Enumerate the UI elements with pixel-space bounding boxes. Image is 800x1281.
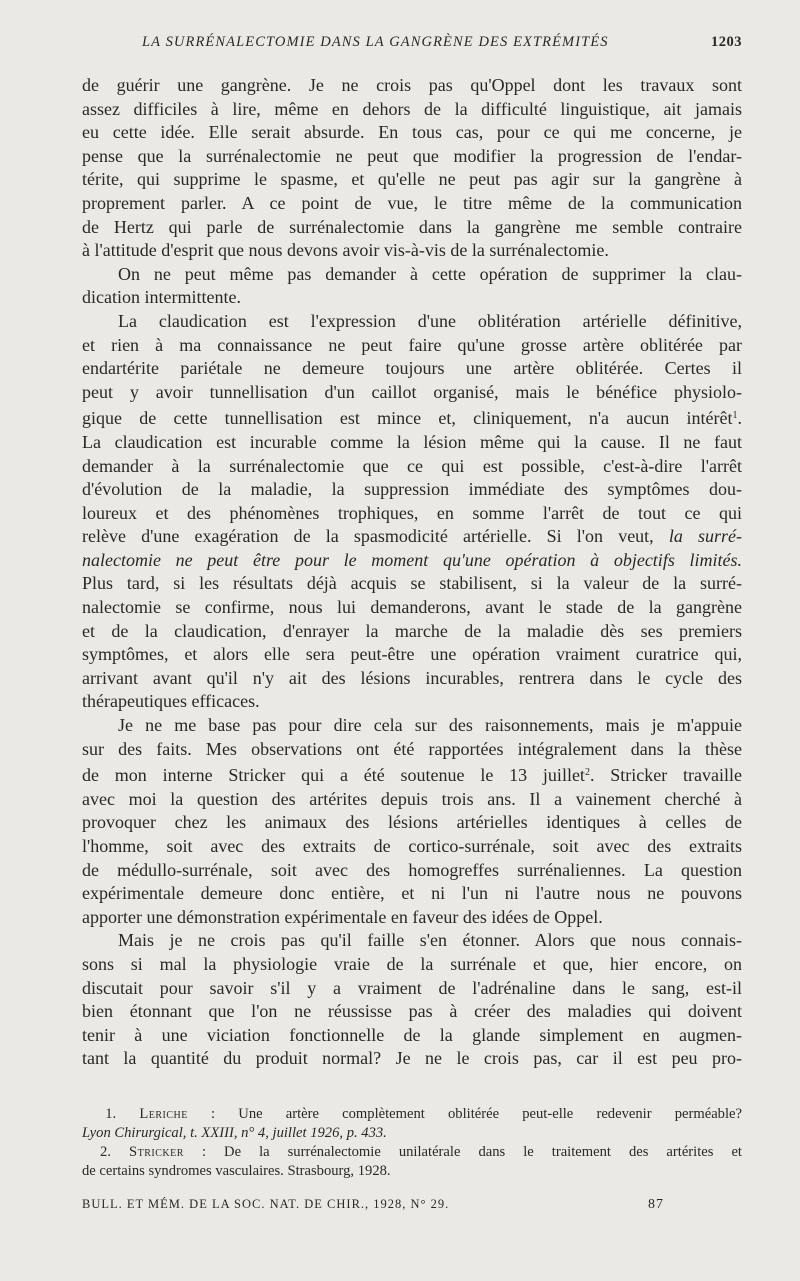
paragraph-2: [82, 263, 742, 310]
text-line: endartérite pariétale ne demeure toujours une artère oblitérée. Certes il: [82, 358, 742, 379]
text-line: gique de cette tunnellisation est mince et, cliniquement, n'a aucun intérêt$^1$.: [82, 408, 742, 429]
footnote-1: [82, 1105, 742, 1124]
text-line: sons si mal la physiologie vraie de la surrénale et que, hier encore, on: [82, 953, 742, 974]
text-line: La claudication est l'expression d'une oblitération artérielle définitive,: [118, 310, 742, 331]
text-line: à l'attitude d'esprit que nous devons avoir vis-à-vis de la surrénalectomie.: [82, 240, 609, 261]
text-line: La claudication est incurable comme la lésion même qui la cause. Il ne faut: [82, 431, 742, 452]
text-line: térite, qui supprime le spasme, et qu'elle ne peut pas agir sur la gangrène à: [82, 169, 742, 190]
text-line: Mais je ne crois pas qu'il faille s'en étonner. Alors que nous connais-: [118, 930, 742, 951]
footnote-number: 1.: [105, 1106, 117, 1122]
signature-mark: 87: [648, 1197, 664, 1212]
text-line: nalectomie se confirme, nous lui demanderons, avant le stade de la gangrène: [82, 597, 742, 618]
footnote-ref: 2: [584, 767, 590, 779]
paragraph-5: [82, 929, 742, 1071]
article-body: [82, 74, 742, 1071]
footnote-2-cont: de certains syndromes vasculaires. Strasbourg, 1928.: [82, 1163, 391, 1179]
paragraph-3: [82, 310, 742, 714]
text-line: provoquer chez les animaux des lésions artérielles identiques à celles de: [82, 812, 742, 833]
text-segment: . Stricker travaille: [589, 765, 742, 786]
text-line: symptômes, et alors elle sera peut-être une opération vraiment curatrice qui,: [82, 644, 742, 665]
footnote-2: [82, 1143, 742, 1162]
text-line: et rien à ma connaissance ne peut faire qu'une grosse artère oblitérée par: [82, 334, 742, 355]
text-line: loureux et des phénomènes trophiques, en somme l'arrêt de tout ce qui: [82, 502, 742, 523]
text-line: Je ne me base pas pour dire cela sur des raisonnements, mais je m'appuie: [118, 715, 742, 736]
text-line: proprement parler. A ce point de vue, le titre même de la communication: [82, 192, 742, 213]
footnote-1-cont: [82, 1124, 742, 1143]
italic-segment: la surré-: [668, 526, 742, 547]
page-footer: [82, 1197, 742, 1217]
text-line: pense que la surrénalectomie ne peut que modifier la progression de l'endar-: [82, 145, 742, 166]
text-line: l'homme, soit avec des extraits de cortico-surrénale, soit avec des extraits: [82, 836, 742, 856]
text-line: discutait pour savoir s'il y a vraiment de l'adrénaline dans le sang, est-il: [82, 977, 742, 998]
text-line: expérimentale demeure donc entière, et ni l'un ni l'autre nous ne pouvons: [82, 883, 742, 904]
footnote-number: 2.: [100, 1144, 111, 1160]
running-title: LA SURRÉNALECTOMIE DANS LA GANGRÈNE DES EXTRÉMITÉS: [142, 34, 609, 50]
text-line: tenir à une viciation fonctionnelle de la glande simplement en augmen-: [82, 1024, 742, 1045]
text-line: arrivant avant qu'il n'y ait des lésions incurables, rentrera dans le cycle des: [82, 667, 742, 688]
text-line: apporter une démonstration expérimentale en faveur des idées de Oppel.: [82, 906, 603, 927]
text-line: bien étonnant que l'on ne réussisse pas à créer des maladies qui doivent: [82, 1001, 742, 1022]
page-number: 1203: [711, 34, 742, 50]
footnote-text: : Une artère complètement oblitérée peut-elle redevenir perméable?: [211, 1106, 742, 1122]
text-line: demander à la surrénalectomie que ce qui est possible, c'est-à-dire l'arrêt: [82, 455, 742, 476]
paragraph-4: [82, 714, 742, 929]
text-line: et de la claudication, d'enrayer la marche de la maladie dès ses premiers: [82, 620, 742, 641]
footnote-text: : De la surrénalectomie unilatérale dans le traitement des artérites et: [201, 1144, 742, 1160]
footnote-citation: Lyon Chirurgical, t. XXIII, n° 4, juillet 1926, p. 433.: [82, 1125, 387, 1141]
text-line: de guérir une gangrène. Je ne crois pas qu'Oppel dont les travaux sont: [82, 75, 742, 95]
text-line: [82, 525, 742, 549]
text-line: dication intermittente.: [82, 287, 241, 308]
text-line: de médullo-surrénale, soit avec des homogreffes surrénaliennes. La question: [82, 859, 742, 880]
running-head: [82, 34, 742, 58]
text-line: peut y avoir tunnellisation d'un caillot organisé, mais le bénéfice physiolo-: [82, 381, 742, 402]
footnote-author: Stricker: [129, 1144, 184, 1160]
text-line: Plus tard, si les résultats déjà acquis se stabilisent, si la valeur de la surré-: [82, 573, 742, 594]
footnote-author: Leriche: [139, 1106, 188, 1122]
text-line: eu cette idée. Elle serait absurde. En tous cas, pour ce qui me concerne, je: [82, 122, 742, 143]
footnotes: [82, 1105, 742, 1181]
text-line: thérapeutiques efficaces.: [82, 691, 260, 712]
text-line: tant la quantité du produit normal? Je ne le crois pas, car il est peu pro-: [82, 1048, 742, 1069]
text-line: de Hertz qui parle de surrénalectomie dans la gangrène me semble contraire: [82, 216, 742, 237]
text-segment: gique de cette tunnellisation est mince et, cliniquement, n'a aucun intérêt: [82, 408, 733, 429]
text-line: avec moi la question des artérites depuis trois ans. Il a vainement cherché à: [82, 788, 742, 809]
text-line: [82, 549, 742, 573]
paragraph-1: [82, 74, 742, 263]
italic-segment: nalectomie ne peut être pour le moment qu'une opération à objectifs limités.: [82, 549, 742, 570]
footnote-ref: 1: [732, 410, 738, 422]
text-segment: relève d'une exagération de la spasmodicité artérielle. Si l'on veut,: [82, 526, 654, 547]
journal-reference: BULL. ET MÉM. DE LA SOC. NAT. DE CHIR., 1928, N° 29.: [82, 1197, 450, 1211]
text-line: assez difficiles à lire, même en dehors de la difficulté linguistique, ait jamais: [82, 98, 742, 119]
text-line: On ne peut même pas demander à cette opération de supprimer la clau-: [118, 263, 742, 284]
text-line: sur des faits. Mes observations ont été rapportées intégralement dans la thèse: [82, 738, 742, 759]
text-segment: de mon interne Stricker qui a été soutenue le 13 juillet: [82, 765, 585, 786]
text-line: [82, 761, 742, 788]
text-line: d'évolution de la maladie, la suppression immédiate des symptômes dou-: [82, 479, 742, 500]
